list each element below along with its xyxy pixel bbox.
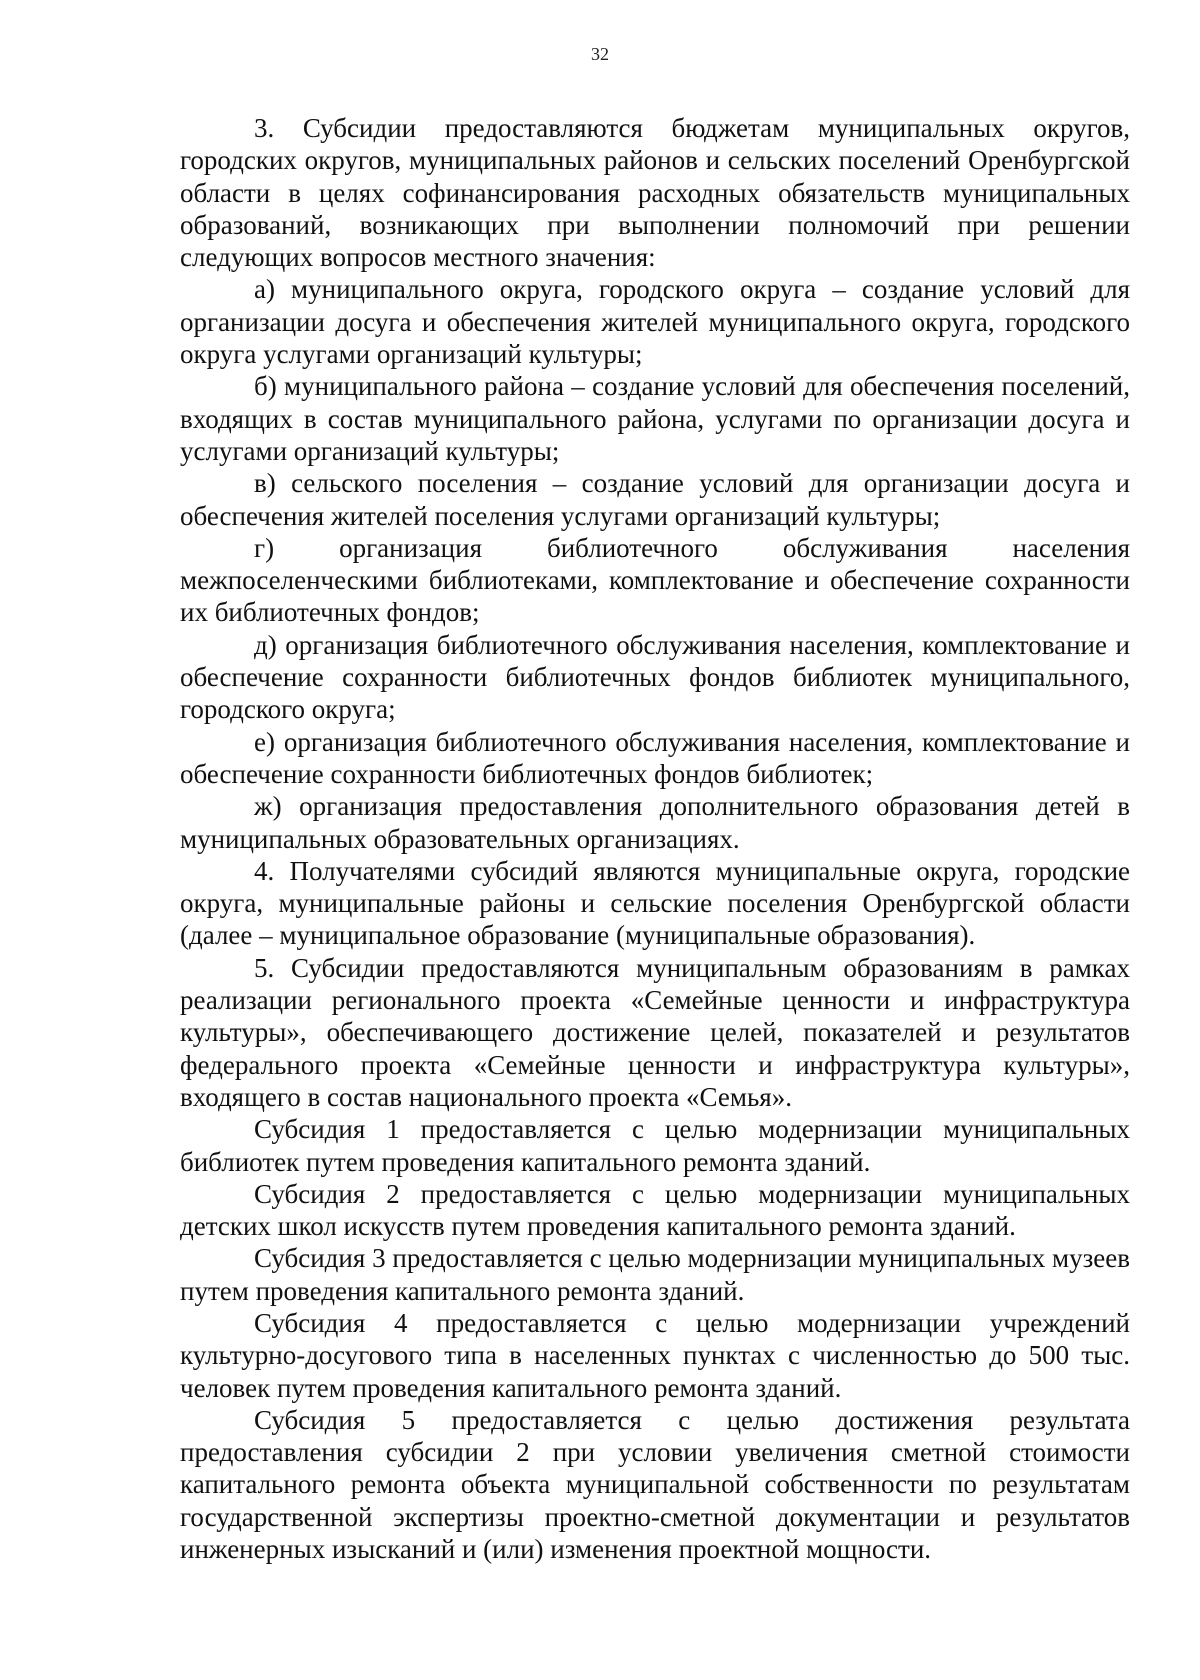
paragraph-item-3: 3. Субсидии предоставляются бюджетам муниципальных округов, городских округов, муниципальных районов и сельских поселений Оренбургской области в целях софинансирования расходных обязательств муниципальных образований, возникающих при выполнении полномочий при решении следующих вопросов местного значения:: [180, 113, 1130, 273]
paragraph-item-3e: е) организация библиотечного обслуживания населения, комплектование и обеспечение сохранности библиотечных фондов библиотек;: [180, 726, 1130, 789]
paragraph-subsidy-3: Субсидия 3 предоставляется с целью модернизации муниципальных музеев путем проведения капитального ремонта зданий.: [180, 1243, 1130, 1306]
document-body: [180, 112, 1130, 1565]
paragraph-subsidy-2: Субсидия 2 предоставляется с целью модернизации муниципальных детских школ искусств путем проведения капитального ремонта зданий.: [180, 1178, 1130, 1242]
paragraph-subsidy-5: Субсидия 5 предоставляется с целью достижения результата предоставления субсидии 2 при условии увеличения сметной стоимости капитального ремонта объекта муниципальной собственности по результатам государственной экспертизы проектно-сметной документации и результатов инженерных изысканий и (или) изменения проектной мощности.: [180, 1404, 1130, 1565]
paragraph-item-5: 5. Субсидии предоставляются муниципальным образованиям в рамках реализации регионального проекта «Семейные ценности и инфраструктура культуры», обеспечивающего достижение целей, показателей и результатов федерального проекта «Семейные ценности и инфраструктура культуры», входящего в состав национального проекта «Семья».: [180, 952, 1130, 1112]
paragraph-subsidy-4: Субсидия 4 предоставляется с целью модернизации учреждений культурно-досугового типа в населенных пунктах с численностью до 500 тыс. человек путем проведения капитального ремонта зданий.: [180, 1307, 1130, 1403]
paragraph-item-3zh: ж) организация предоставления дополнительного образования детей в муниципальных образовательных организациях.: [180, 791, 1130, 854]
paragraph-item-3a: а) муниципального округа, городского округа – создание условий для организации досуга и обеспечения жителей муниципального округа, городского округа услугами организаций культуры;: [180, 274, 1130, 370]
paragraph-item-3b: б) муниципального района – создание условий для обеспечения поселений, входящих в состав муниципального района, услугами по организации досуга и услугами организаций культуры;: [180, 371, 1130, 466]
paragraph-subsidy-1: Субсидия 1 предоставляется с целью модернизации муниципальных библиотек путем проведения капитального ремонта зданий.: [180, 1114, 1130, 1177]
page-number: 32: [591, 44, 609, 64]
paragraph-item-3v: в) сельского поселения – создание условий для организации досуга и обеспечения жителей поселения услугами организаций культуры;: [180, 468, 1130, 531]
paragraph-item-3g: г) организация библиотечного обслуживания населения межпоселенческими библиотеками, комплектование и обеспечение сохранности их библиотечных фондов;: [180, 532, 1130, 628]
paragraph-item-4: 4. Получателями субсидий являются муниципальные округа, городские округа, муниципальные районы и сельские поселения Оренбургской области (далее – муниципальное образование (муниципальные образования).: [180, 855, 1130, 951]
paragraph-item-3d: д) организация библиотечного обслуживания населения, комплектование и обеспечение сохранности библиотечных фондов библиотек муниципального, городского округа;: [180, 629, 1130, 725]
